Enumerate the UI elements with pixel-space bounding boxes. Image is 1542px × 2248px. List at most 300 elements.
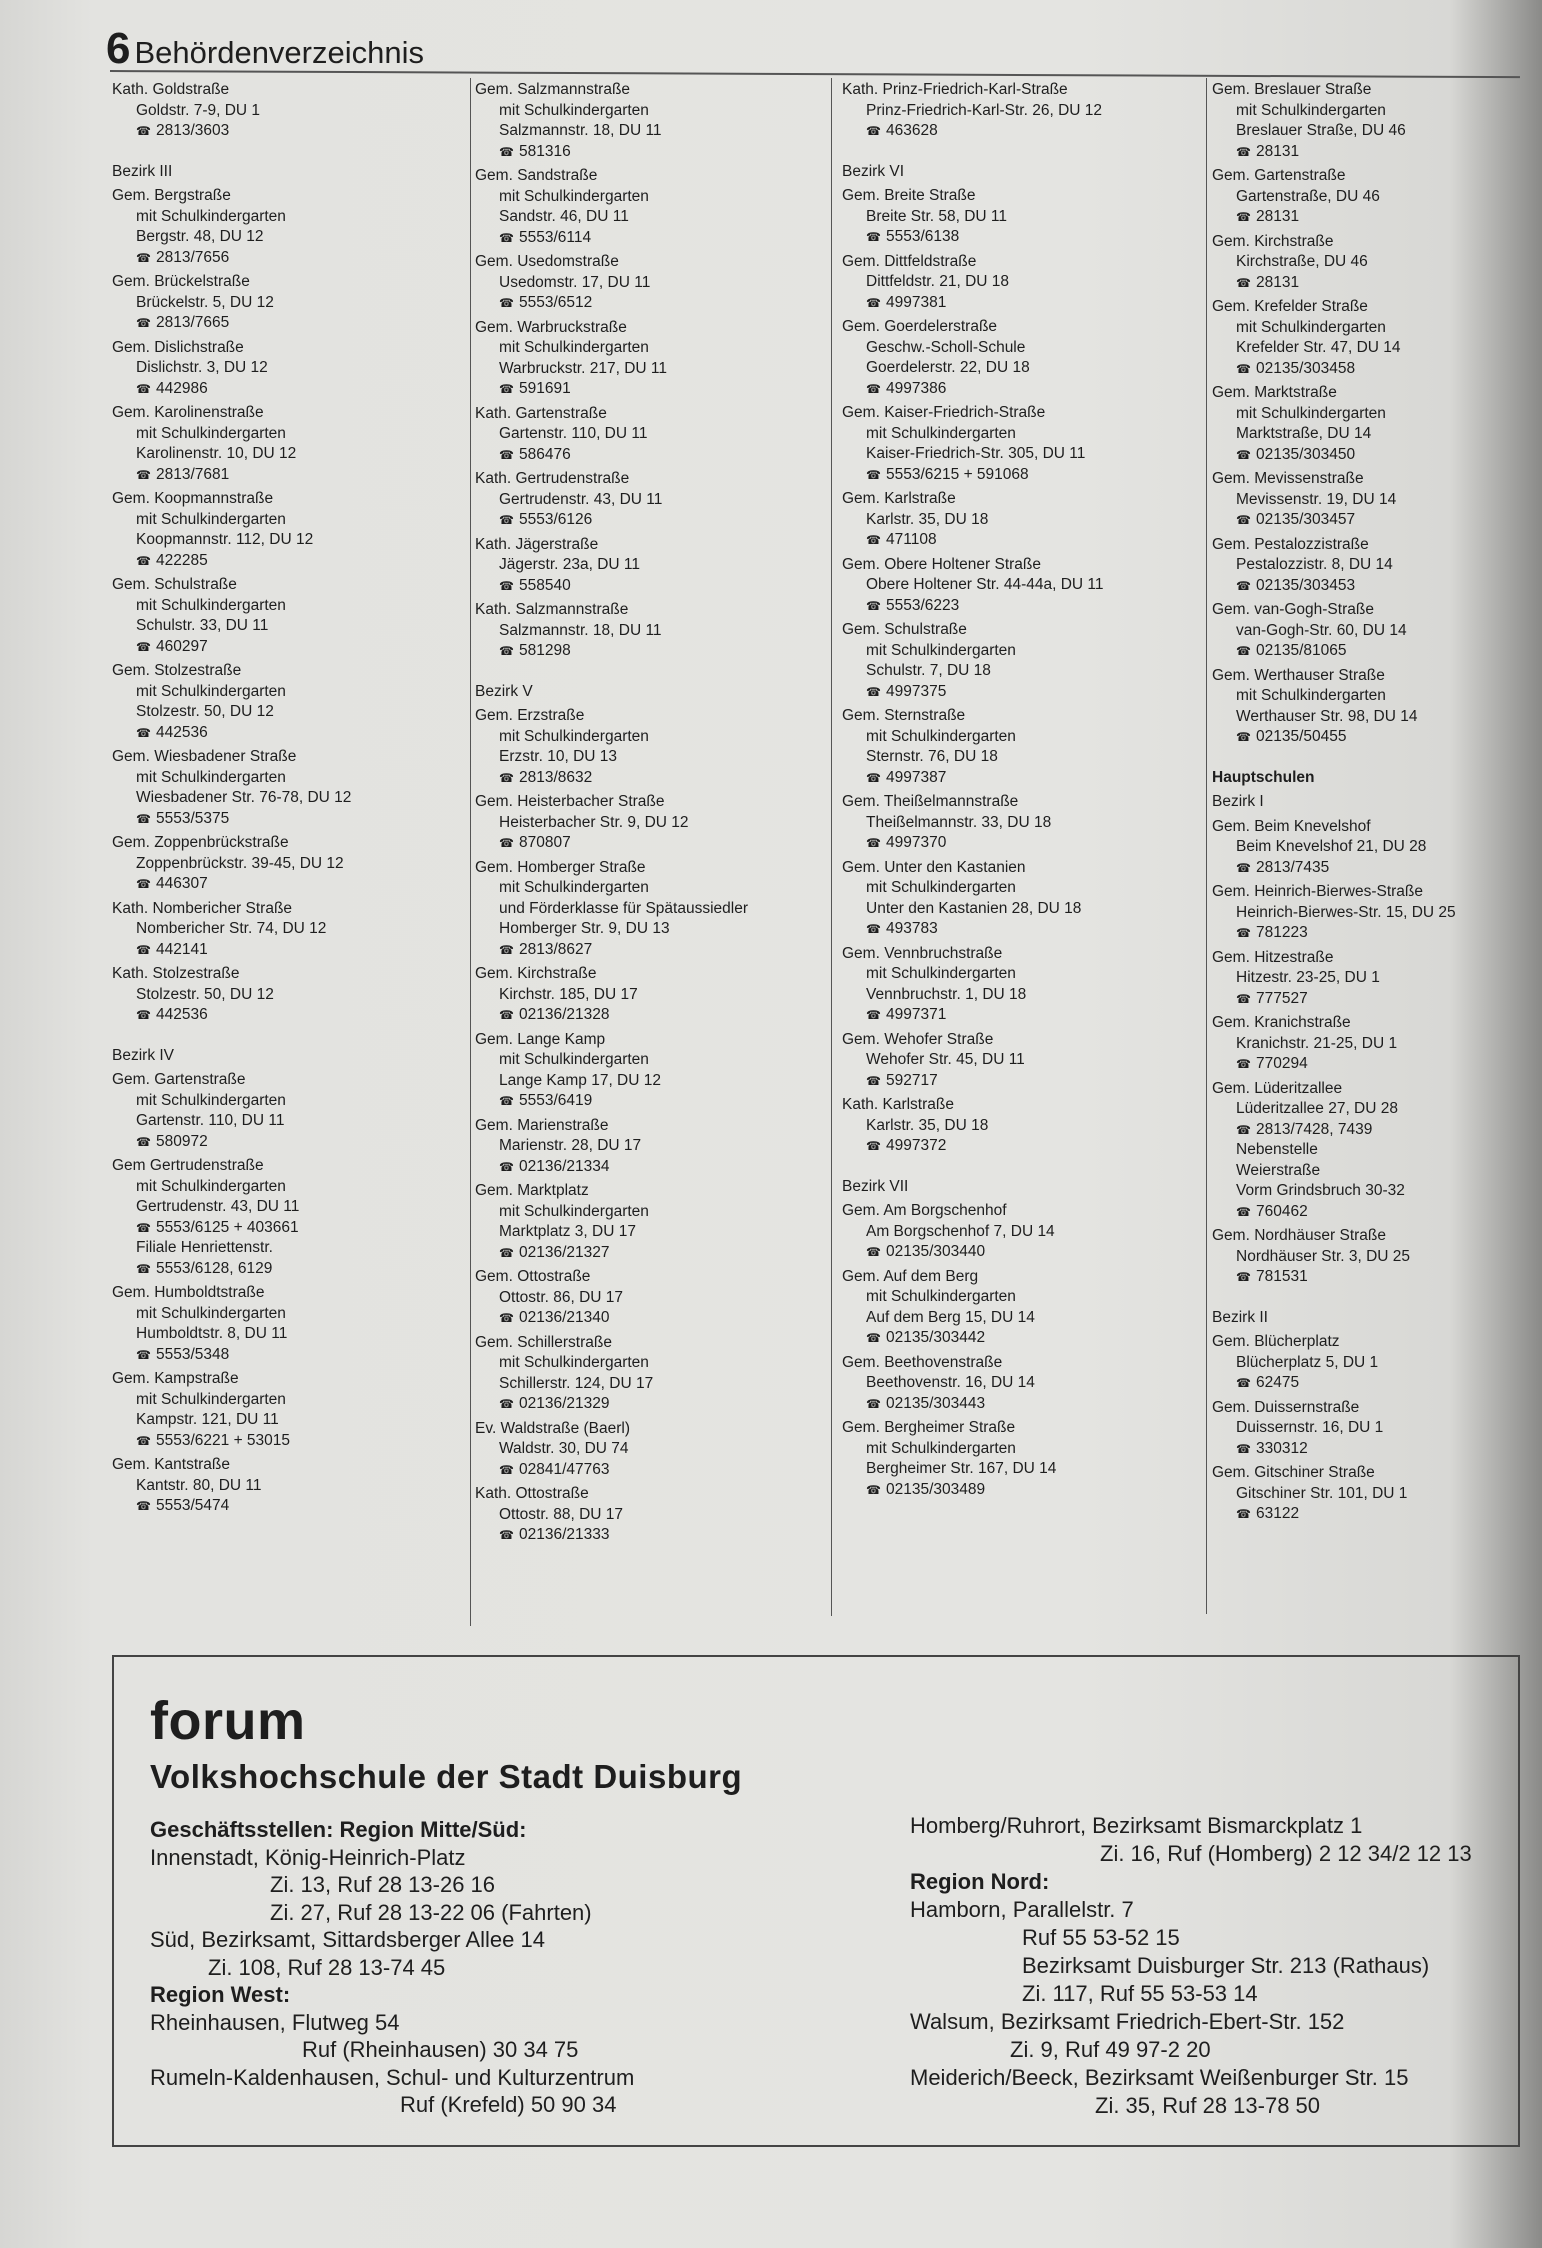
school-entry (112, 272, 351, 334)
address-line: mit Schulkindergarten (499, 1202, 649, 1220)
school-name: Kath. Jägerstraße (475, 535, 599, 553)
school-name: Gem. Beethovenstraße (842, 1353, 1003, 1371)
phone-line (1212, 207, 1456, 228)
school-entry (1212, 817, 1456, 879)
phone-number: 5553/5375 (156, 809, 230, 827)
address-line: mit Schulkindergarten (136, 424, 286, 442)
address-line: Goerdelerstr. 22, DU 18 (866, 359, 1030, 376)
telephone-icon: ☎ (1236, 926, 1251, 940)
section-heading: Bezirk VII (842, 1177, 909, 1195)
ad-line: Zi. 16, Ruf (Homberg) 2 12 34/2 12 13 (1100, 1841, 1472, 1866)
ad-line: Walsum, Bezirksamt Friedrich-Ebert-Str. 152 (910, 2009, 1345, 2034)
ad-line: Zi. 108, Ruf 28 13-74 45 (208, 1954, 446, 1980)
school-entry (842, 1418, 1104, 1500)
address-line: mit Schulkindergarten (866, 641, 1016, 659)
phone-number: 2813/3603 (156, 122, 230, 139)
school-name: Gem. Humboldtstraße (112, 1284, 265, 1301)
school-name: Gem. Werthauser Straße (1212, 666, 1385, 684)
school-entry (1212, 297, 1456, 379)
school-name: Gem. Kantstraße (112, 1456, 231, 1473)
address-line: mit Schulkindergarten (1236, 687, 1386, 704)
address-line: Sandstr. 46, DU 11 (499, 208, 629, 225)
school-entry (112, 1455, 351, 1517)
ad-line: Ruf (Krefeld) 50 90 34 (400, 2092, 617, 2117)
page-number: 6 (106, 24, 131, 73)
section-heading: Bezirk III (112, 162, 173, 180)
telephone-icon: ☎ (136, 1499, 151, 1513)
school-name: Gem. Wiesbadener Straße (112, 748, 297, 765)
school-entry (112, 964, 351, 1026)
address-line: Dislichstr. 3, DU 12 (136, 359, 268, 376)
school-entry (475, 469, 748, 531)
phone-number: 28131 (1256, 273, 1300, 291)
school-entry (1212, 1332, 1456, 1394)
phone-line (112, 1259, 351, 1280)
phone-number: 02136/21327 (519, 1243, 610, 1261)
school-name: Gem. Stolzestraße (112, 662, 242, 679)
school-entry (475, 858, 748, 961)
telephone-icon: ☎ (1236, 991, 1251, 1006)
school-name: Gem. Zoppenbrückstraße (112, 834, 289, 851)
address-line: Schulstr. 7, DU 18 (866, 662, 991, 679)
telephone-icon: ☎ (136, 725, 151, 740)
school-entry (112, 1156, 351, 1279)
phone-number: 4997386 (886, 379, 947, 397)
address-line: Vennbruchstr. 1, DU 18 (866, 985, 1027, 1003)
phone-line (475, 1091, 748, 1112)
address-line: Prinz-Friedrich-Karl-Str. 26, DU 12 (866, 101, 1103, 119)
school-entry (112, 1283, 351, 1365)
school-entry (1212, 1013, 1456, 1075)
phone-number: 581298 (519, 642, 571, 659)
address-line: mit Schulkindergarten (499, 187, 649, 205)
phone-line (842, 227, 1104, 248)
address-line: Homberger Str. 9, DU 13 (499, 920, 670, 937)
school-entry (842, 944, 1104, 1026)
phone-line (112, 551, 351, 572)
address-line: van-Gogh-Str. 60, DU 14 (1236, 621, 1407, 639)
phone-line (842, 1328, 1104, 1349)
phone-number: 02135/303457 (1256, 511, 1356, 528)
school-entry (842, 186, 1104, 248)
school-entry (475, 318, 748, 400)
school-name: Gem. Kirchstraße (475, 965, 597, 982)
phone-number: 760462 (1256, 1202, 1308, 1220)
address-line: Zoppenbrückstr. 39-45, DU 12 (136, 854, 344, 872)
address-line: Obere Holtener Str. 44-44a, DU 11 (866, 576, 1104, 593)
school-entry (842, 1353, 1104, 1415)
telephone-icon: ☎ (499, 1159, 514, 1174)
school-name: Gem. Breslauer Straße (1212, 81, 1372, 98)
phone-line (112, 313, 351, 334)
school-entry (1212, 1226, 1456, 1288)
school-name: Gem. Mevissenstraße (1212, 470, 1364, 487)
address-line: Gertrudenstr. 43, DU 11 (136, 1198, 300, 1215)
telephone-icon: ☎ (1236, 730, 1251, 744)
school-name: Kath. Gartenstraße (475, 404, 607, 422)
phone-number: 5553/6138 (886, 228, 960, 245)
address-line: Am Borgschenhof 7, DU 14 (866, 1222, 1055, 1240)
section-heading: Bezirk V (475, 682, 533, 700)
phone-number: 4997375 (886, 682, 947, 700)
address-line: Stolzestr. 50, DU 12 (136, 703, 274, 720)
address-line: Gartenstr. 110, DU 11 (136, 1112, 285, 1129)
phone-line (1212, 359, 1456, 380)
phone-number: 2813/7656 (156, 248, 230, 266)
telephone-icon: ☎ (136, 1347, 151, 1362)
school-name: Gem. Nordhäuser Straße (1212, 1227, 1387, 1244)
telephone-icon: ☎ (1236, 361, 1251, 376)
phone-line (475, 228, 748, 249)
school-name: Gem. Salzmannstraße (475, 81, 631, 98)
school-name: Gem. Ottostraße (475, 1268, 591, 1285)
school-name: Gem. Karlstraße (842, 490, 956, 507)
address-line: Geschw.-Scholl-Schule (866, 338, 1026, 356)
telephone-icon: ☎ (136, 877, 151, 891)
school-entry (112, 403, 351, 485)
directory-column-4 (1212, 80, 1456, 1529)
phone-line (112, 121, 351, 142)
phone-number: 586476 (519, 445, 571, 463)
phone-line (1212, 923, 1456, 944)
phone-line (842, 121, 1104, 142)
phone-number: 02135/50455 (1256, 728, 1347, 745)
telephone-icon: ☎ (866, 1482, 881, 1497)
school-name: Gem. Marktplatz (475, 1182, 589, 1199)
school-entry (1212, 882, 1456, 944)
telephone-icon: ☎ (866, 1396, 881, 1411)
phone-line (1212, 1373, 1456, 1394)
school-entry (112, 1369, 351, 1451)
school-entry (1212, 666, 1456, 748)
school-name: Gem. Heisterbacher Straße (475, 793, 665, 810)
address-line: mit Schulkindergarten (866, 1288, 1016, 1305)
school-name: Gem. Am Borgschenhof (842, 1202, 1007, 1219)
phone-line (1212, 273, 1456, 294)
school-name: Gem. Wehofer Straße (842, 1030, 994, 1048)
school-entry (1212, 80, 1456, 162)
address-line: Brückelstr. 5, DU 12 (136, 293, 274, 311)
address-line: Heisterbacher Str. 9, DU 12 (499, 813, 689, 831)
phone-number: 02135/303450 (1256, 445, 1356, 463)
school-name: Gem. Krefelder Straße (1212, 298, 1368, 315)
address-line: Salzmannstr. 18, DU 11 (499, 122, 662, 139)
phone-number: 5553/6128, 6129 (156, 1259, 273, 1277)
phone-line (112, 723, 351, 744)
school-entry (475, 535, 748, 597)
ad-right-block (910, 1812, 1472, 2120)
phone-line (475, 576, 748, 597)
telephone-icon: ☎ (1236, 1507, 1251, 1521)
school-name: Gem. Schulstraße (842, 621, 967, 638)
school-entry (112, 489, 351, 571)
address-line: Gitschiner Str. 101, DU 1 (1236, 1484, 1408, 1502)
address-line: Salzmannstr. 18, DU 11 (499, 621, 662, 639)
phone-number: 2813/7681 (156, 465, 230, 483)
ad-line: Zi. 9, Ruf 49 97-2 20 (1010, 2037, 1211, 2062)
phone-line (475, 1460, 748, 1481)
phone-line (842, 530, 1104, 551)
phone-number: 02135/81065 (1256, 642, 1347, 659)
school-name: Gem. Karolinenstraße (112, 404, 264, 421)
address-line: Gartenstraße, DU 46 (1236, 187, 1380, 205)
phone-number: 02136/21328 (519, 1006, 610, 1023)
phone-number: 5553/6215 + 591068 (886, 465, 1029, 483)
address-line: mit Schulkindergarten (499, 339, 649, 356)
phone-line (475, 1394, 748, 1415)
school-name: Gem. Koopmannstraße (112, 490, 274, 507)
ad-line: Rumeln-Kaldenhausen, Schul- und Kulturzentrum (150, 2064, 635, 2090)
telephone-icon: ☎ (1236, 1204, 1251, 1219)
ad-line: Hamborn, Parallelstr. 7 (910, 1897, 1134, 1922)
phone-number: 02135/303442 (886, 1329, 986, 1346)
address-line: mit Schulkindergarten (136, 207, 286, 225)
phone-number: 28131 (1256, 208, 1300, 225)
phone-number: 442141 (156, 940, 208, 958)
telephone-icon: ☎ (1236, 1057, 1251, 1071)
column-divider (831, 78, 832, 1616)
phone-number: 02135/303440 (886, 1243, 986, 1260)
phone-line (1212, 1202, 1456, 1223)
address-line: Stolzestr. 50, DU 12 (136, 985, 274, 1003)
address-line: Krefelder Str. 47, DU 14 (1236, 339, 1401, 356)
school-name: Gem. Heinrich-Bierwes-Straße (1212, 883, 1424, 900)
phone-number: 63122 (1256, 1505, 1300, 1522)
telephone-icon: ☎ (866, 533, 881, 547)
phone-line (112, 1496, 351, 1517)
school-name: Gem. Erzstraße (475, 707, 585, 724)
school-name: Gem. Pestalozzistraße (1212, 535, 1369, 553)
school-entry (1212, 383, 1456, 465)
phone-line (1212, 1504, 1456, 1525)
school-entry (475, 964, 748, 1026)
phone-line (842, 682, 1104, 703)
phone-number: 5553/6419 (519, 1092, 593, 1109)
telephone-icon: ☎ (499, 1008, 514, 1022)
school-entry (1212, 469, 1456, 531)
telephone-icon: ☎ (136, 467, 151, 482)
telephone-icon: ☎ (1236, 1122, 1251, 1137)
school-name: Kath. Salzmannstraße (475, 601, 629, 618)
school-entry (475, 1267, 748, 1329)
section-heading: Bezirk VI (842, 162, 905, 180)
phone-number: 2813/8627 (519, 940, 593, 958)
telephone-icon: ☎ (866, 1139, 881, 1153)
phone-line (1212, 1120, 1456, 1141)
telephone-icon: ☎ (866, 381, 881, 396)
phone-number: 02136/21334 (519, 1157, 610, 1175)
school-name: Kath. Gertrudenstraße (475, 470, 630, 487)
ad-heading: Geschäftsstellen: Region Mitte/Süd: (150, 1817, 527, 1842)
school-name: Gem. Schulstraße (112, 576, 237, 593)
phone-line (1212, 445, 1456, 466)
directory-column-3 (842, 80, 1104, 1504)
address-line: Lüderitzallee 27, DU 28 (1236, 1100, 1398, 1117)
school-entry (842, 555, 1104, 617)
ad-line: Ruf 55 53-52 15 (1022, 1925, 1180, 1950)
school-name: Gem. Bergstraße (112, 187, 231, 204)
address-line: Ottostr. 86, DU 17 (499, 1288, 624, 1306)
address-line: Lange Kamp 17, DU 12 (499, 1071, 661, 1089)
phone-line (112, 1218, 351, 1239)
school-name: Gem. Kirchstraße (1212, 232, 1334, 250)
ad-heading: Region Nord: (910, 1869, 1050, 1894)
phone-number: 493783 (886, 920, 938, 937)
phone-line (475, 1005, 748, 1026)
phone-number: 28131 (1256, 142, 1300, 160)
address-line: mit Schulkindergarten (866, 965, 1016, 982)
address-line: mit Schulkindergarten (866, 424, 1016, 442)
school-name: Kath. Ottostraße (475, 1485, 589, 1502)
address-line: Bergheimer Str. 167, DU 14 (866, 1460, 1057, 1477)
phone-number: 5553/6126 (519, 511, 593, 528)
address-line: Blücherplatz 5, DU 1 (1236, 1353, 1379, 1371)
ad-line: Süd, Bezirksamt, Sittardsberger Allee 14 (150, 1927, 545, 1952)
school-entry (475, 1333, 748, 1415)
school-entry (1212, 1079, 1456, 1223)
extra-line: Filiale Henriettenstr. (136, 1239, 273, 1256)
address-line: Jägerstr. 23a, DU 11 (499, 556, 641, 573)
phone-line (842, 293, 1104, 314)
school-entry (1212, 948, 1456, 1010)
address-line: Marktstraße, DU 14 (1236, 425, 1372, 442)
school-entry (475, 404, 748, 466)
header-rule (110, 70, 1520, 78)
address-line: mit Schulkindergarten (136, 1091, 286, 1109)
address-line: Gartenstr. 110, DU 11 (499, 425, 648, 442)
telephone-icon: ☎ (866, 836, 881, 850)
school-name: Gem. Obere Holtener Straße (842, 555, 1041, 573)
phone-number: 02136/21333 (519, 1526, 610, 1543)
school-name: Gem. Kaiser-Friedrich-Straße (842, 404, 1046, 421)
telephone-icon: ☎ (866, 1008, 881, 1022)
ad-line: Zi. 13, Ruf 28 13-26 16 (270, 1872, 496, 1897)
address-line: Auf dem Berg 15, DU 14 (866, 1308, 1035, 1326)
phone-line (475, 293, 748, 314)
telephone-icon: ☎ (866, 598, 881, 613)
address-line: Bergstr. 48, DU 12 (136, 228, 264, 245)
telephone-icon: ☎ (1236, 1376, 1251, 1390)
telephone-icon: ☎ (499, 1397, 514, 1411)
address-line: Koopmannstr. 112, DU 12 (136, 531, 314, 548)
address-line: mit Schulkindergarten (136, 768, 286, 786)
telephone-icon: ☎ (499, 230, 514, 245)
phone-number: 02841/47763 (519, 1460, 610, 1478)
telephone-icon: ☎ (1236, 860, 1251, 875)
school-entry (1212, 535, 1456, 597)
address-line: Warbruckstr. 217, DU 11 (499, 359, 667, 377)
telephone-icon: ☎ (1236, 644, 1251, 658)
address-line: Karlstr. 35, DU 18 (866, 510, 989, 528)
phone-number: 4997372 (886, 1137, 947, 1154)
extra-line: Nebenstelle (1236, 1141, 1318, 1158)
ad-heading: Region West: (150, 1982, 291, 2007)
telephone-icon: ☎ (1236, 210, 1251, 224)
address-line: Schulstr. 33, DU 11 (136, 617, 269, 634)
telephone-icon: ☎ (136, 381, 151, 396)
telephone-icon: ☎ (499, 1094, 514, 1108)
phone-number: 463628 (886, 122, 938, 139)
phone-number: 4997381 (886, 293, 947, 311)
school-name: Gem. Unter den Kastanien (842, 858, 1026, 876)
extra-line: Vorm Grindsbruch 30-32 (1236, 1182, 1405, 1199)
address-line: Unter den Kastanien 28, DU 18 (866, 899, 1082, 917)
ad-line: Homberg/Ruhrort, Bezirksamt Bismarckplatz 1 (910, 1813, 1363, 1838)
phone-line (112, 1345, 351, 1366)
phone-line (1212, 576, 1456, 597)
school-name: Kath. Stolzestraße (112, 965, 240, 982)
address-line: Schillerstr. 124, DU 17 (499, 1374, 654, 1392)
phone-line (475, 1525, 748, 1546)
address-line: mit Schulkindergarten (1236, 101, 1386, 119)
school-entry (475, 166, 748, 248)
phone-line (475, 1157, 748, 1178)
phone-line (842, 1242, 1104, 1263)
address-line: Kirchstr. 185, DU 17 (499, 985, 638, 1003)
address-line: Nombericher Str. 74, DU 12 (136, 920, 327, 937)
phone-number: 2813/7665 (156, 314, 230, 331)
address-line: Ottostr. 88, DU 17 (499, 1505, 624, 1523)
phone-line (1212, 858, 1456, 879)
school-name: Gem. Brückelstraße (112, 273, 250, 290)
school-entry (475, 80, 748, 162)
phone-number: 02135/303458 (1256, 359, 1356, 377)
address-line: Kantstr. 80, DU 11 (136, 1476, 262, 1494)
phone-line (842, 1071, 1104, 1092)
school-name: Gem. Schillerstraße (475, 1333, 612, 1351)
phone-line (842, 833, 1104, 854)
phone-number: 330312 (1256, 1439, 1308, 1457)
address-line: Pestalozzistr. 8, DU 14 (1236, 556, 1393, 573)
telephone-icon: ☎ (866, 922, 881, 936)
school-entry (475, 1484, 748, 1546)
address-line: mit Schulkindergarten (866, 727, 1016, 745)
phone-line (475, 1243, 748, 1264)
section-heading: Bezirk II (1212, 1308, 1268, 1326)
school-entry (475, 1116, 748, 1178)
school-entry (842, 1267, 1104, 1349)
phone-number: 4997371 (886, 1006, 947, 1023)
school-entry (475, 1181, 748, 1263)
school-name: Gem. Kampstraße (112, 1370, 239, 1387)
school-entry (1212, 600, 1456, 662)
phone-line (475, 940, 748, 961)
address-line: Sternstr. 76, DU 18 (866, 748, 998, 765)
telephone-icon: ☎ (499, 770, 514, 785)
ad-line: Zi. 117, Ruf 55 53-53 14 (1022, 1981, 1258, 2006)
phone-number: 5553/6114 (519, 228, 592, 246)
school-name: Kath. Prinz-Friedrich-Karl-Straße (842, 81, 1068, 98)
column-divider (470, 78, 471, 1626)
phone-line (112, 248, 351, 269)
school-entry (112, 186, 351, 268)
telephone-icon: ☎ (136, 942, 151, 957)
phone-number: 870807 (519, 834, 571, 851)
telephone-icon: ☎ (136, 1261, 151, 1276)
school-name: Gem. Usedomstraße (475, 253, 619, 270)
school-entry (475, 1030, 748, 1112)
address-line: mit Schulkindergarten (499, 1354, 649, 1371)
school-name: Gem. Auf dem Berg (842, 1267, 979, 1285)
telephone-icon: ☎ (866, 770, 881, 785)
telephone-icon: ☎ (499, 578, 514, 593)
phone-line (842, 1005, 1104, 1026)
address-line: mit Schulkindergarten (866, 1439, 1016, 1457)
phone-number: 62475 (1256, 1374, 1300, 1391)
telephone-icon: ☎ (866, 295, 881, 310)
phone-line (1212, 142, 1456, 163)
school-name: Gem. Gartenstraße (112, 1071, 246, 1088)
